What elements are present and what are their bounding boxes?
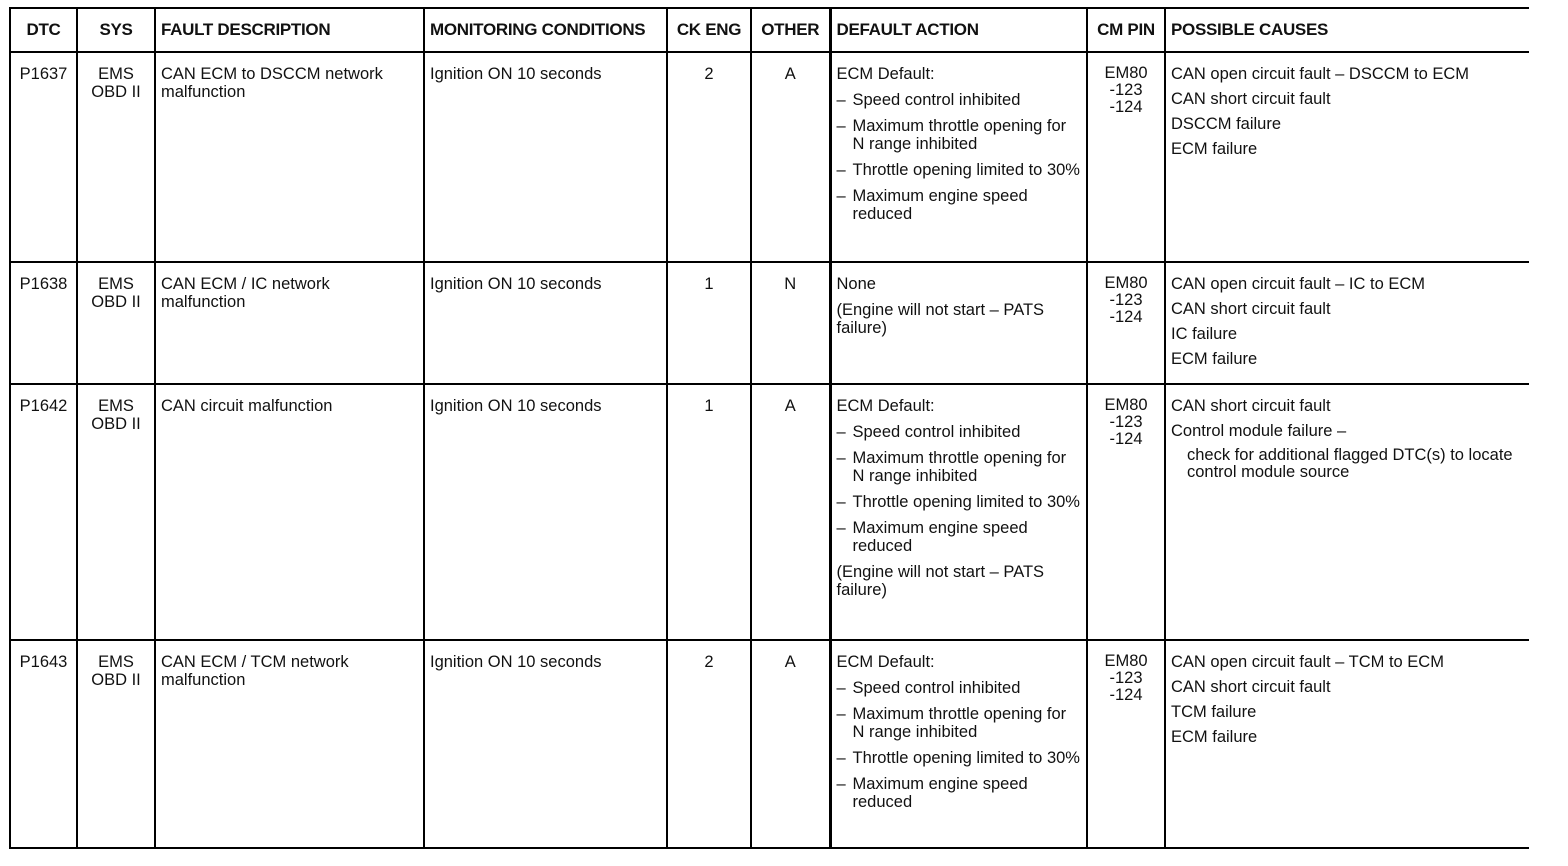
cm-pin-line: EM80 <box>1104 396 1148 414</box>
default-action-intro: ECM Default: <box>836 397 935 415</box>
fault-description-cell: CAN ECM / IC network malfunction <box>155 262 424 384</box>
default-action-bullet <box>837 705 1082 741</box>
other-cell: A <box>751 640 830 848</box>
dtc-code-cell: P1643 <box>10 640 77 848</box>
possible-cause: DSCCM failure <box>1171 115 1282 133</box>
default-action-bullet-text: Speed control inhibited <box>852 423 1021 441</box>
cm-pin-line: -124 <box>1109 430 1143 448</box>
default-action-bullet-text: Maximum engine speed reduced <box>852 519 1028 555</box>
cm-pin-cell <box>1087 640 1165 848</box>
header-possible-causes: POSSIBLE CAUSES <box>1165 8 1529 52</box>
header-sys: SYS <box>77 8 155 52</box>
other-cell: A <box>751 384 830 640</box>
cm-pin-line: -123 <box>1109 81 1143 99</box>
default-action-bullet <box>837 117 1082 153</box>
other-cell: A <box>751 52 830 262</box>
cm-pin-line: EM80 <box>1104 274 1148 292</box>
default-action-bullet <box>837 519 1082 555</box>
cm-pin-line: EM80 <box>1104 64 1148 82</box>
header-fault-description: FAULT DESCRIPTION <box>155 8 424 52</box>
default-action-bullet <box>837 775 1082 811</box>
dash-glyph: – <box>836 749 846 767</box>
dtc-code-cell: P1638 <box>10 262 77 384</box>
default-action-bullet <box>837 423 1082 441</box>
dtc-table <box>9 7 1529 849</box>
default-action-bullet-text: Maximum throttle opening for N range inhibited <box>852 705 1067 741</box>
other-cell: N <box>751 262 830 384</box>
table-row <box>10 52 1529 262</box>
sys-line: EMS <box>98 65 134 83</box>
default-action-bullet-text: Maximum engine speed reduced <box>852 187 1028 223</box>
default-action-bullet-text: Speed control inhibited <box>852 91 1021 109</box>
possible-causes-cell <box>1165 262 1529 384</box>
dash-glyph: – <box>836 705 846 723</box>
default-action-bullet-text: Maximum throttle opening for N range inhibited <box>852 449 1067 485</box>
cm-pin-line: -123 <box>1109 413 1143 431</box>
dash-glyph: – <box>836 679 846 697</box>
default-action-bullet <box>837 493 1082 511</box>
dash-glyph: – <box>836 117 846 135</box>
default-action-bullet <box>837 449 1082 485</box>
dash-glyph: – <box>836 775 846 793</box>
fault-description-cell: CAN ECM / TCM network malfunction <box>155 640 424 848</box>
sys-cell <box>77 262 155 384</box>
sys-line: EMS <box>98 397 134 415</box>
cm-pin-line: -124 <box>1109 308 1143 326</box>
header-default-action: DEFAULT ACTION <box>830 8 1087 52</box>
possible-cause: CAN short circuit fault <box>1171 678 1331 696</box>
cm-pin-line: -124 <box>1109 98 1143 116</box>
monitoring-conditions-cell: Ignition ON 10 seconds <box>424 384 667 640</box>
possible-cause: CAN open circuit fault – IC to ECM <box>1171 275 1426 293</box>
possible-cause: CAN short circuit fault <box>1171 90 1331 108</box>
sys-line: EMS <box>98 275 134 293</box>
sys-line: OBD II <box>91 415 141 433</box>
default-action-bullet <box>837 161 1082 179</box>
sys-cell <box>77 52 155 262</box>
dash-glyph: – <box>836 449 846 467</box>
possible-cause: IC failure <box>1171 325 1238 343</box>
dash-glyph: – <box>836 493 846 511</box>
fault-description-cell: CAN ECM to DSCCM network malfunction <box>155 52 424 262</box>
dash-glyph: – <box>836 519 846 537</box>
possible-cause: ECM failure <box>1171 728 1258 746</box>
default-action-bullet <box>837 749 1082 767</box>
sys-cell <box>77 640 155 848</box>
possible-cause-detail: check for additional flagged DTC(s) to locate control module source <box>1187 446 1513 481</box>
dtc-code-cell: P1637 <box>10 52 77 262</box>
default-action-bullet-text: Throttle opening limited to 30% <box>852 493 1080 511</box>
possible-cause: ECM failure <box>1171 140 1258 158</box>
default-action-bullet-text: Throttle opening limited to 30% <box>852 161 1080 179</box>
cm-pin-cell <box>1087 384 1165 640</box>
header-dtc: DTC <box>10 8 77 52</box>
default-action-bullet-text: Throttle opening limited to 30% <box>852 749 1080 767</box>
default-action-note: (Engine will not start – PATS failure) <box>836 563 1045 599</box>
sys-cell <box>77 384 155 640</box>
default-action-cell <box>830 384 1087 640</box>
ck-eng-cell: 2 <box>667 640 751 848</box>
cm-pin-line: EM80 <box>1104 652 1148 670</box>
header-cm-pin: CM PIN <box>1087 8 1165 52</box>
sys-line: EMS <box>98 653 134 671</box>
dash-glyph: – <box>836 187 846 205</box>
possible-cause: CAN open circuit fault – DSCCM to ECM <box>1171 65 1470 83</box>
dtc-code-cell: P1642 <box>10 384 77 640</box>
table-body <box>10 52 1529 848</box>
cm-pin-line: -123 <box>1109 669 1143 687</box>
default-action-intro: ECM Default: <box>836 653 935 671</box>
monitoring-conditions-cell: Ignition ON 10 seconds <box>424 262 667 384</box>
possible-cause: ECM failure <box>1171 350 1258 368</box>
possible-causes-cell <box>1165 52 1529 262</box>
ck-eng-cell: 2 <box>667 52 751 262</box>
sys-line: OBD II <box>91 293 141 311</box>
default-action-intro: ECM Default: <box>836 65 935 83</box>
default-action-bullet <box>837 679 1082 697</box>
dash-glyph: – <box>836 161 846 179</box>
header-row <box>10 8 1529 52</box>
default-action-bullet <box>837 91 1082 109</box>
possible-cause: CAN open circuit fault – TCM to ECM <box>1171 653 1444 671</box>
possible-cause: CAN short circuit fault <box>1171 397 1331 415</box>
default-action-bullet-text: Maximum engine speed reduced <box>852 775 1028 811</box>
default-action-bullet-text: Maximum throttle opening for N range inhibited <box>852 117 1067 153</box>
ck-eng-cell: 1 <box>667 384 751 640</box>
table-row <box>10 384 1529 640</box>
ck-eng-cell: 1 <box>667 262 751 384</box>
default-action-cell <box>830 52 1087 262</box>
dash-glyph: – <box>836 91 846 109</box>
cm-pin-cell <box>1087 262 1165 384</box>
cm-pin-line: -124 <box>1109 686 1143 704</box>
monitoring-conditions-cell: Ignition ON 10 seconds <box>424 52 667 262</box>
sys-line: OBD II <box>91 83 141 101</box>
possible-cause: TCM failure <box>1171 703 1257 721</box>
default-action-cell <box>830 640 1087 848</box>
cm-pin-cell <box>1087 52 1165 262</box>
possible-causes-cell <box>1165 384 1529 640</box>
header-other: OTHER <box>751 8 830 52</box>
header-ck-eng: CK ENG <box>667 8 751 52</box>
default-action-bullet <box>837 187 1082 223</box>
default-action-cell <box>830 262 1087 384</box>
table-row <box>10 262 1529 384</box>
possible-cause: Control module failure – <box>1171 422 1347 440</box>
possible-cause: CAN short circuit fault <box>1171 300 1331 318</box>
dash-glyph: – <box>836 423 846 441</box>
sys-line: OBD II <box>91 671 141 689</box>
default-action-bullet-text: Speed control inhibited <box>852 679 1021 697</box>
table-row <box>10 640 1529 848</box>
fault-description-cell: CAN circuit malfunction <box>155 384 424 640</box>
default-action-intro: None <box>836 275 876 293</box>
cm-pin-line: -123 <box>1109 291 1143 309</box>
possible-causes-cell <box>1165 640 1529 848</box>
monitoring-conditions-cell: Ignition ON 10 seconds <box>424 640 667 848</box>
header-monitoring-conditions: MONITORING CONDITIONS <box>424 8 667 52</box>
default-action-note: (Engine will not start – PATS failure) <box>836 301 1045 337</box>
